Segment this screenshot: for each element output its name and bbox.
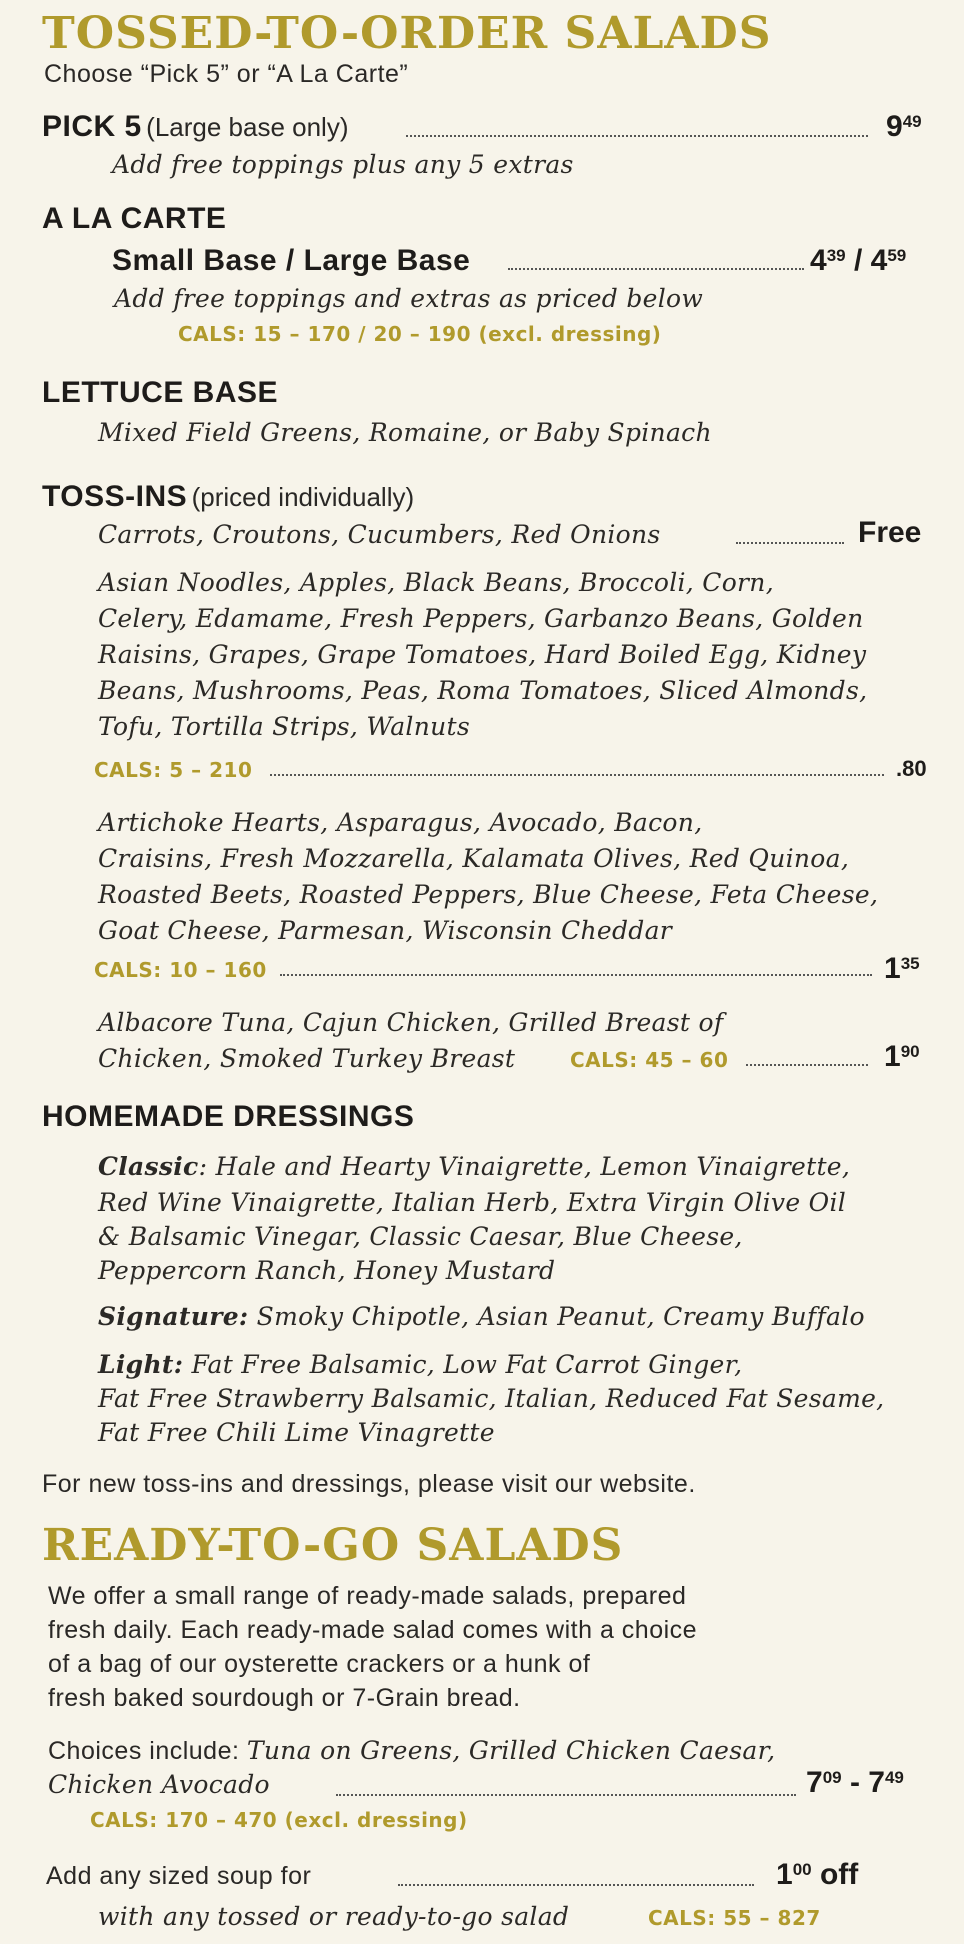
tossins-group2-line: Roasted Beets, Roasted Peppers, Blue Cheese, Feta Cheese, [98, 880, 879, 909]
tossins-free-label: Free [858, 516, 922, 549]
tossins-group3-line: Chicken, Smoked Turkey Breast [98, 1044, 516, 1073]
lettuce-name: LETTUCE BASE [42, 376, 279, 409]
pick5-note: (Large base only) [146, 112, 349, 142]
tossins-group3-price: $1^{90}$ [884, 1040, 920, 1073]
alacarte-desc: Add free toppings and extras as priced below [114, 284, 704, 313]
tossins-group2-line: Craisins, Fresh Mozzarella, Kalamata Olives, Red Quinoa, [98, 844, 850, 873]
pick5-desc: Add free toppings plus any 5 extras [112, 150, 574, 179]
tossins-group2-cals: CALS: 10 – 160 [94, 958, 267, 982]
tossins-heading [42, 480, 414, 514]
dressings-classic-label: Classic [98, 1152, 199, 1181]
alacarte-cals: CALS: 15 – 170 / 20 – 190 (excl. dressing) [178, 322, 662, 346]
tossed-subtitle: Choose “Pick 5” or “A La Carte” [44, 60, 409, 88]
section-title-ready: READY-TO-GO SALADS [42, 1520, 624, 1571]
tossins-group2-line: Artichoke Hearts, Asparagus, Avocado, Bacon, [98, 808, 703, 837]
ready-leader [336, 1794, 796, 1796]
tossins-note: (priced individually) [191, 482, 415, 512]
pick5-price: $9^{49}$ [886, 110, 922, 143]
dressings-light-line: Fat Free Strawberry Balsamic, Italian, Reduced Fat Sesame, [98, 1384, 885, 1413]
dressings-classic-line: & Balsamic Vinegar, Classic Caesar, Blue Cheese, [98, 1222, 743, 1251]
soup-sub: with any tossed or ready-to-go salad [98, 1902, 570, 1931]
tossins-group1-line: Raisins, Grapes, Grape Tomatoes, Hard Boiled Egg, Kidney [98, 640, 867, 669]
pick5-leader [406, 135, 868, 137]
tossins-group1-cals: CALS: 5 – 210 [94, 758, 253, 782]
ready-choices-line: Choices include: Tuna on Greens, Grilled Chicken Caesar, [48, 1736, 776, 1765]
dressings-classic-line: Classic: Hale and Hearty Vinaigrette, Lemon Vinaigrette, [98, 1152, 851, 1181]
tossins-group1-line: Asian Noodles, Apples, Black Beans, Broccoli, Corn, [98, 568, 774, 597]
dressings-light-line: Fat Free Chili Lime Vinagrette [98, 1418, 495, 1447]
soup-cals: CALS: 55 – 827 [648, 1906, 821, 1930]
soup-leader [398, 1884, 754, 1886]
tossins-group3-cals: CALS: 45 – 60 [570, 1048, 729, 1072]
tossins-group3-leader [746, 1064, 868, 1066]
tossins-free-items: Carrots, Croutons, Cucumbers, Red Onions [98, 520, 661, 549]
tossins-group2-price: $1^{35}$ [884, 952, 920, 985]
website-note: For new toss-ins and dressings, please visit our website. [42, 1470, 696, 1498]
tossins-group1-line: Celery, Edamame, Fresh Peppers, Garbanzo Beans, Golden [98, 604, 864, 633]
dressings-light-line: Light: Fat Free Balsamic, Low Fat Carrot Ginger, [98, 1350, 743, 1379]
lettuce-items: Mixed Field Greens, Romaine, or Baby Spinach [98, 418, 712, 447]
ready-desc-line: of a bag of our oysterette crackers or a hunk of [48, 1650, 591, 1678]
alacarte-sub: Small Base / Large Base [112, 244, 471, 277]
ready-choices-line2: Chicken Avocado [48, 1770, 270, 1799]
tossins-group1-line: Tofu, Tortilla Strips, Walnuts [98, 712, 471, 741]
tossins-free-leader [736, 542, 844, 544]
section-title-tossed: TOSSED-TO-ORDER SALADS [42, 8, 772, 59]
tossins-group2-line: Goat Cheese, Parmesan, Wisconsin Cheddar [98, 916, 673, 945]
dressings-signature-label: Signature: [98, 1302, 249, 1331]
ready-desc-line: We offer a small range of ready-made salads, prepared [48, 1582, 687, 1610]
tossins-group1-leader [270, 774, 884, 776]
tossins-group1-line: Beans, Mushrooms, Peas, Roma Tomatoes, Sliced Almonds, [98, 676, 868, 705]
ready-cals: CALS: 170 – 470 (excl. dressing) [90, 1808, 468, 1832]
pick5-heading [42, 110, 349, 144]
dressings-classic-line: Peppercorn Ranch, Honey Mustard [98, 1256, 556, 1285]
ready-desc-line: fresh daily. Each ready-made salad comes with a choice [48, 1616, 698, 1644]
tossins-group3-line: Albacore Tuna, Cajun Chicken, Grilled Breast of [98, 1008, 724, 1037]
alacarte-leader [508, 268, 804, 270]
ready-desc-line: fresh baked sourdough or 7-Grain bread. [48, 1684, 521, 1712]
tossins-group2-leader [280, 974, 872, 976]
soup-line: Add any sized soup for [46, 1862, 312, 1890]
dressings-light-label: Light: [98, 1350, 184, 1379]
alacarte-price: $4^{39} / 4^{59}$ [810, 244, 907, 277]
ready-choices-label: Choices include: [48, 1737, 247, 1765]
dressings-signature-line: Signature: Smoky Chipotle, Asian Peanut, Creamy Buffalo [98, 1302, 865, 1331]
tossins-name: TOSS-INS [42, 480, 188, 513]
soup-price: $1^{00}$ off [776, 1858, 859, 1891]
dressings-classic-line: Red Wine Vinaigrette, Italian Herb, Extra Virgin Olive Oil [98, 1188, 847, 1217]
tossins-group1-price: .80 [896, 756, 927, 781]
dressings-name: HOMEMADE DRESSINGS [42, 1100, 415, 1133]
pick5-name: PICK 5 [42, 110, 142, 143]
alacarte-name: A LA CARTE [42, 202, 227, 235]
ready-price: $7^{09} - 7^{49}$ [806, 1766, 904, 1799]
